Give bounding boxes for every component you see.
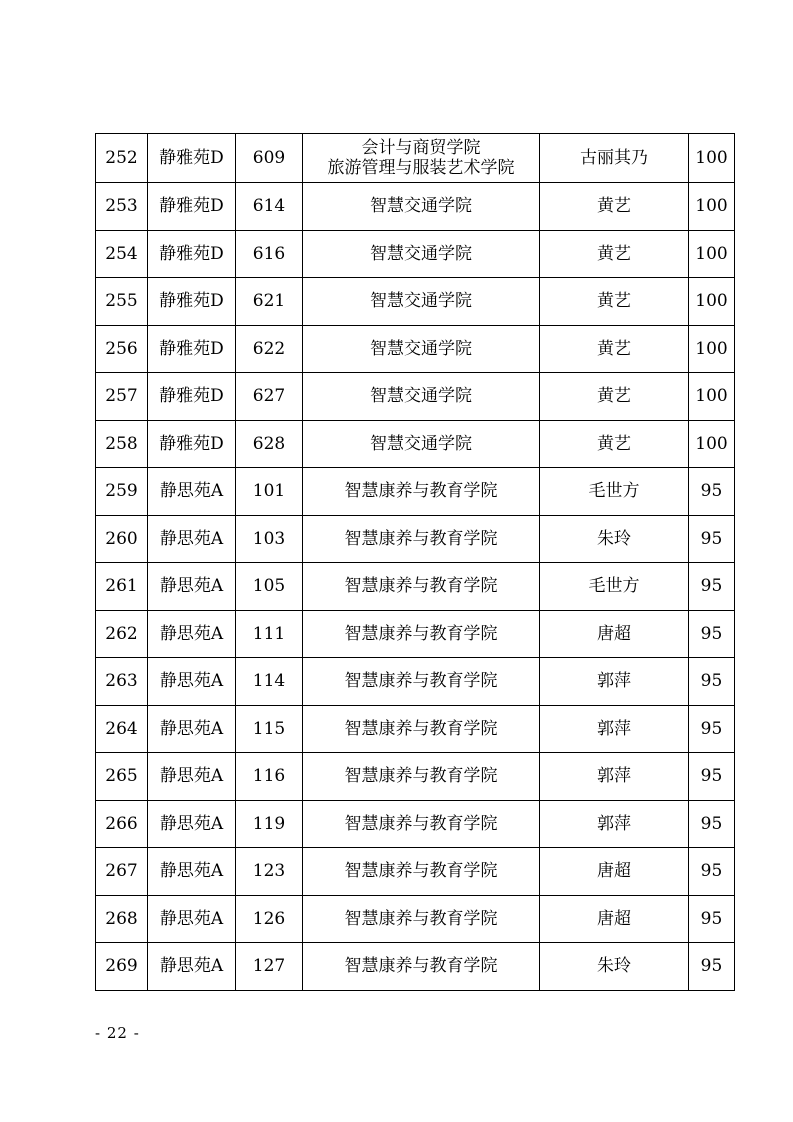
table-row — [96, 325, 735, 373]
table-row — [96, 468, 735, 516]
cell-number: 258 — [96, 420, 148, 468]
cell-building: 静雅苑D — [148, 278, 236, 326]
cell-room: 101 — [236, 468, 303, 516]
cell-person: 郭萍 — [540, 705, 689, 753]
cell-number: 265 — [96, 753, 148, 801]
cell-room: 123 — [236, 848, 303, 896]
cell-person: 黄艺 — [540, 278, 689, 326]
cell-room: 119 — [236, 800, 303, 848]
cell-building: 静思苑A — [148, 753, 236, 801]
cell-number: 269 — [96, 943, 148, 991]
college-name: 智慧康养与教育学院 — [344, 813, 498, 834]
cell-number: 252 — [96, 134, 148, 183]
cell-college — [303, 373, 540, 421]
cell-person: 黄艺 — [540, 420, 689, 468]
cell-building: 静雅苑D — [148, 420, 236, 468]
cell-person: 古丽其乃 — [540, 134, 689, 183]
cell-room: 114 — [236, 658, 303, 706]
cell-room: 616 — [236, 230, 303, 278]
cell-score: 95 — [689, 610, 735, 658]
college-name: 智慧康养与教育学院 — [344, 861, 498, 882]
cell-college — [303, 325, 540, 373]
college-name: 智慧康养与教育学院 — [344, 718, 498, 739]
cell-building: 静雅苑D — [148, 183, 236, 231]
cell-room: 628 — [236, 420, 303, 468]
cell-person: 黄艺 — [540, 183, 689, 231]
cell-college — [303, 134, 540, 183]
college-name: 智慧交通学院 — [370, 338, 472, 359]
cell-number: 266 — [96, 800, 148, 848]
college-name: 智慧康养与教育学院 — [344, 956, 498, 977]
cell-college — [303, 563, 540, 611]
college-name: 智慧交通学院 — [370, 291, 472, 312]
cell-score: 100 — [689, 183, 735, 231]
table-row — [96, 134, 735, 183]
cell-person: 郭萍 — [540, 753, 689, 801]
table-row — [96, 705, 735, 753]
cell-college — [303, 183, 540, 231]
cell-person: 郭萍 — [540, 658, 689, 706]
cell-score: 95 — [689, 943, 735, 991]
table-row — [96, 753, 735, 801]
cell-score: 95 — [689, 848, 735, 896]
table-row — [96, 848, 735, 896]
cell-person: 唐超 — [540, 610, 689, 658]
cell-college — [303, 610, 540, 658]
table-body — [96, 134, 735, 991]
cell-room: 105 — [236, 563, 303, 611]
college-name: 智慧交通学院 — [370, 196, 472, 217]
cell-score: 100 — [689, 134, 735, 183]
cell-number: 268 — [96, 895, 148, 943]
table-row — [96, 800, 735, 848]
cell-score: 95 — [689, 515, 735, 563]
cell-building: 静思苑A — [148, 610, 236, 658]
dormitory-score-table — [95, 133, 735, 991]
college-name: 旅游管理与服装艺术学院 — [327, 158, 515, 178]
cell-college — [303, 420, 540, 468]
cell-number: 263 — [96, 658, 148, 706]
cell-building: 静思苑A — [148, 563, 236, 611]
cell-score: 95 — [689, 705, 735, 753]
cell-score: 100 — [689, 373, 735, 421]
cell-building: 静雅苑D — [148, 134, 236, 183]
cell-number: 256 — [96, 325, 148, 373]
cell-person: 黄艺 — [540, 325, 689, 373]
college-name: 智慧康养与教育学院 — [344, 671, 498, 692]
cell-number: 253 — [96, 183, 148, 231]
cell-room: 609 — [236, 134, 303, 183]
cell-score: 100 — [689, 420, 735, 468]
cell-number: 257 — [96, 373, 148, 421]
cell-score: 100 — [689, 325, 735, 373]
college-name: 智慧康养与教育学院 — [344, 528, 498, 549]
cell-number: 262 — [96, 610, 148, 658]
table-row — [96, 515, 735, 563]
cell-score: 100 — [689, 278, 735, 326]
cell-room: 621 — [236, 278, 303, 326]
cell-number: 254 — [96, 230, 148, 278]
cell-building: 静思苑A — [148, 705, 236, 753]
cell-building: 静思苑A — [148, 515, 236, 563]
cell-building: 静雅苑D — [148, 230, 236, 278]
cell-person: 毛世方 — [540, 468, 689, 516]
cell-college — [303, 515, 540, 563]
college-name: 智慧交通学院 — [370, 433, 472, 454]
cell-number: 259 — [96, 468, 148, 516]
college-name: 智慧康养与教育学院 — [344, 576, 498, 597]
cell-college — [303, 230, 540, 278]
cell-person: 郭萍 — [540, 800, 689, 848]
cell-building: 静雅苑D — [148, 325, 236, 373]
cell-room: 126 — [236, 895, 303, 943]
cell-room: 103 — [236, 515, 303, 563]
cell-college — [303, 895, 540, 943]
college-name: 会计与商贸学院 — [361, 138, 481, 158]
cell-room: 111 — [236, 610, 303, 658]
cell-room: 627 — [236, 373, 303, 421]
cell-number: 267 — [96, 848, 148, 896]
table-row — [96, 420, 735, 468]
cell-room: 116 — [236, 753, 303, 801]
table-row — [96, 895, 735, 943]
cell-person: 朱玲 — [540, 515, 689, 563]
cell-score: 95 — [689, 468, 735, 516]
cell-person: 唐超 — [540, 895, 689, 943]
cell-college — [303, 943, 540, 991]
cell-room: 614 — [236, 183, 303, 231]
college-name: 智慧交通学院 — [370, 243, 472, 264]
cell-college — [303, 848, 540, 896]
cell-person: 黄艺 — [540, 373, 689, 421]
cell-college — [303, 278, 540, 326]
table-row — [96, 230, 735, 278]
college-name: 智慧交通学院 — [370, 386, 472, 407]
college-name: 智慧康养与教育学院 — [344, 908, 498, 929]
table-row — [96, 658, 735, 706]
cell-person: 毛世方 — [540, 563, 689, 611]
cell-person: 黄艺 — [540, 230, 689, 278]
cell-college — [303, 705, 540, 753]
page-number: - 22 - — [95, 1024, 140, 1042]
cell-building: 静思苑A — [148, 658, 236, 706]
college-name: 智慧康养与教育学院 — [344, 623, 498, 644]
cell-score: 100 — [689, 230, 735, 278]
college-name: 智慧康养与教育学院 — [344, 481, 498, 502]
cell-college — [303, 800, 540, 848]
table-row — [96, 610, 735, 658]
table-row — [96, 563, 735, 611]
cell-building: 静思苑A — [148, 895, 236, 943]
table-row — [96, 183, 735, 231]
cell-number: 255 — [96, 278, 148, 326]
cell-score: 95 — [689, 753, 735, 801]
cell-college — [303, 753, 540, 801]
cell-college — [303, 658, 540, 706]
cell-building: 静思苑A — [148, 848, 236, 896]
cell-building: 静思苑A — [148, 800, 236, 848]
cell-building: 静思苑A — [148, 943, 236, 991]
cell-score: 95 — [689, 800, 735, 848]
cell-score: 95 — [689, 895, 735, 943]
cell-score: 95 — [689, 658, 735, 706]
cell-number: 261 — [96, 563, 148, 611]
cell-number: 264 — [96, 705, 148, 753]
cell-person: 唐超 — [540, 848, 689, 896]
table-row — [96, 373, 735, 421]
cell-number: 260 — [96, 515, 148, 563]
cell-college — [303, 468, 540, 516]
cell-score: 95 — [689, 563, 735, 611]
cell-building: 静思苑A — [148, 468, 236, 516]
cell-person: 朱玲 — [540, 943, 689, 991]
cell-room: 115 — [236, 705, 303, 753]
cell-room: 622 — [236, 325, 303, 373]
table-row — [96, 278, 735, 326]
college-name: 智慧康养与教育学院 — [344, 766, 498, 787]
cell-building: 静雅苑D — [148, 373, 236, 421]
cell-room: 127 — [236, 943, 303, 991]
table-row — [96, 943, 735, 991]
